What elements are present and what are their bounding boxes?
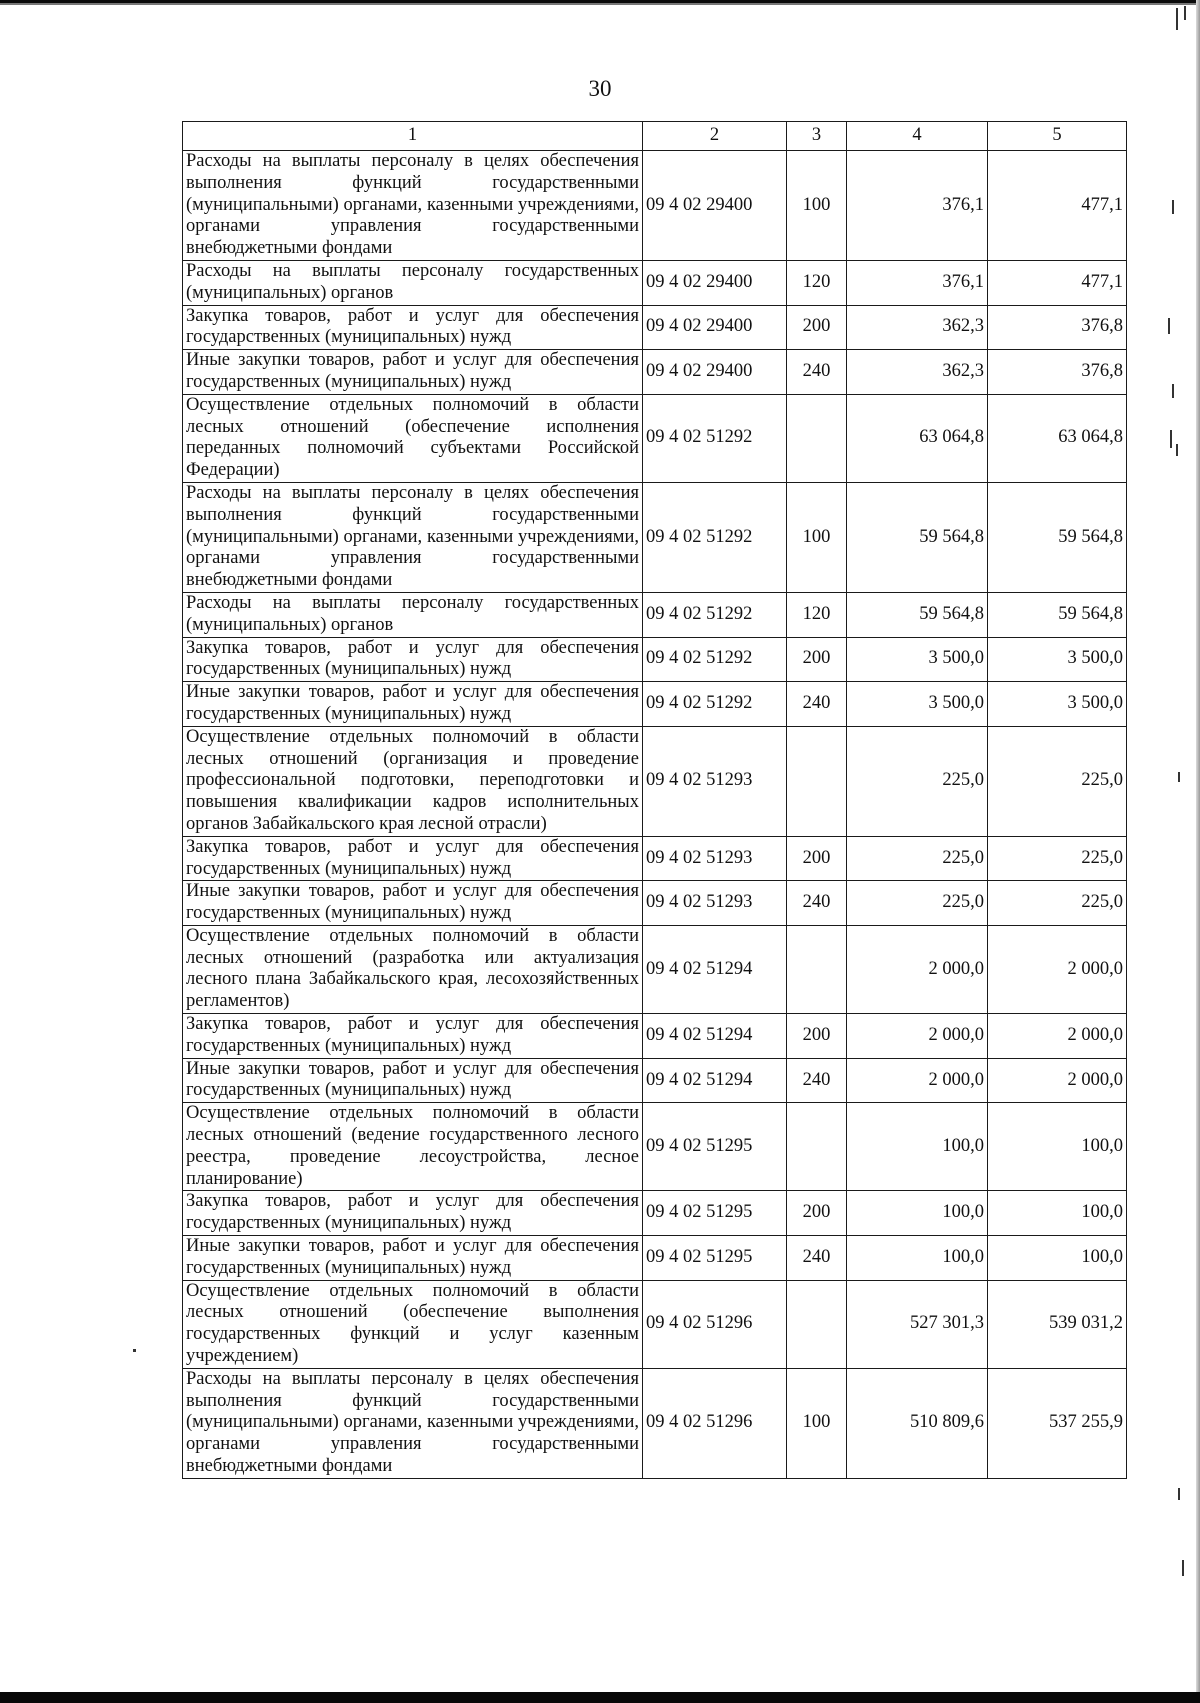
column-header: 1 (183, 122, 643, 151)
scan-speck (1184, 6, 1186, 20)
amount-column-4: 510 809,6 (847, 1368, 988, 1478)
expense-type-code: 100 (787, 482, 847, 592)
scan-speck (1172, 384, 1174, 398)
amount-column-5: 376,8 (988, 305, 1127, 350)
row-description: Осуществление отдельных полномочий в области лесных отношений (обеспечение исполнения переданных полномочий субъектами Российской Федерации) (183, 394, 643, 482)
scan-speck (1172, 200, 1174, 214)
column-header: 3 (787, 122, 847, 151)
target-article-code: 09 4 02 29400 (643, 305, 787, 350)
amount-column-4: 100,0 (847, 1191, 988, 1236)
target-article-code: 09 4 02 51293 (643, 881, 787, 926)
table-row (183, 482, 1127, 592)
target-article-code: 09 4 02 51292 (643, 682, 787, 727)
amount-column-5: 376,8 (988, 350, 1127, 395)
table-row (183, 1014, 1127, 1059)
scan-speck (1170, 430, 1172, 448)
expense-type-code (787, 726, 847, 836)
table-row (183, 726, 1127, 836)
target-article-code: 09 4 02 29400 (643, 350, 787, 395)
target-article-code: 09 4 02 29400 (643, 260, 787, 305)
row-description: Иные закупки товаров, работ и услуг для обеспечения государственных (муниципальных) нужд (183, 1058, 643, 1103)
target-article-code: 09 4 02 51295 (643, 1103, 787, 1191)
expense-type-code: 200 (787, 1191, 847, 1236)
column-header: 2 (643, 122, 787, 151)
expense-type-code: 200 (787, 305, 847, 350)
amount-column-5: 100,0 (988, 1191, 1127, 1236)
expense-type-code: 120 (787, 592, 847, 637)
expense-type-code: 200 (787, 1014, 847, 1059)
expense-type-code (787, 394, 847, 482)
amount-column-5: 2 000,0 (988, 1058, 1127, 1103)
amount-column-5: 59 564,8 (988, 592, 1127, 637)
target-article-code: 09 4 02 51293 (643, 726, 787, 836)
target-article-code: 09 4 02 51294 (643, 1058, 787, 1103)
table-row (183, 592, 1127, 637)
amount-column-4: 2 000,0 (847, 925, 988, 1013)
scan-speck (1176, 444, 1178, 456)
amount-column-4: 100,0 (847, 1103, 988, 1191)
table-body (183, 151, 1127, 1479)
amount-column-5: 3 500,0 (988, 682, 1127, 727)
amount-column-4: 59 564,8 (847, 482, 988, 592)
amount-column-5: 539 031,2 (988, 1280, 1127, 1368)
table-header-row (183, 122, 1127, 151)
amount-column-4: 59 564,8 (847, 592, 988, 637)
expense-type-code (787, 1280, 847, 1368)
amount-column-4: 225,0 (847, 881, 988, 926)
expense-type-code: 100 (787, 1368, 847, 1478)
expense-type-code: 240 (787, 682, 847, 727)
amount-column-4: 100,0 (847, 1236, 988, 1281)
amount-column-5: 477,1 (988, 260, 1127, 305)
amount-column-5: 225,0 (988, 881, 1127, 926)
amount-column-4: 2 000,0 (847, 1014, 988, 1059)
amount-column-5: 477,1 (988, 151, 1127, 261)
column-header: 4 (847, 122, 988, 151)
table-row (183, 151, 1127, 261)
amount-column-5: 100,0 (988, 1236, 1127, 1281)
target-article-code: 09 4 02 51292 (643, 482, 787, 592)
scan-speck (133, 1349, 136, 1352)
budget-table (182, 121, 1127, 1479)
expense-type-code: 240 (787, 881, 847, 926)
row-description: Закупка товаров, работ и услуг для обеспечения государственных (муниципальных) нужд (183, 637, 643, 682)
amount-column-5: 3 500,0 (988, 637, 1127, 682)
target-article-code: 09 4 02 51294 (643, 925, 787, 1013)
row-description: Иные закупки товаров, работ и услуг для обеспечения государственных (муниципальных) нужд (183, 350, 643, 395)
expense-type-code (787, 925, 847, 1013)
scan-speck (1182, 1560, 1184, 1576)
expense-type-code (787, 1103, 847, 1191)
target-article-code: 09 4 02 51296 (643, 1280, 787, 1368)
expense-type-code: 240 (787, 1058, 847, 1103)
amount-column-5: 59 564,8 (988, 482, 1127, 592)
target-article-code: 09 4 02 51296 (643, 1368, 787, 1478)
target-article-code: 09 4 02 51294 (643, 1014, 787, 1059)
row-description: Иные закупки товаров, работ и услуг для обеспечения государственных (муниципальных) нужд (183, 682, 643, 727)
row-description: Расходы на выплаты персоналу в целях обеспечения выполнения функций государственными (муниципальными) органами, казенными учреждениями, органами управления государственными внебюджетными фондами (183, 151, 643, 261)
amount-column-4: 225,0 (847, 726, 988, 836)
expense-type-code: 200 (787, 836, 847, 881)
amount-column-4: 2 000,0 (847, 1058, 988, 1103)
amount-column-5: 225,0 (988, 726, 1127, 836)
amount-column-4: 3 500,0 (847, 682, 988, 727)
row-description: Иные закупки товаров, работ и услуг для обеспечения государственных (муниципальных) нужд (183, 881, 643, 926)
column-header: 5 (988, 122, 1127, 151)
table-row (183, 1236, 1127, 1281)
expense-type-code: 200 (787, 637, 847, 682)
amount-column-4: 376,1 (847, 151, 988, 261)
table-row (183, 682, 1127, 727)
table-row (183, 260, 1127, 305)
scan-speck (1176, 8, 1178, 30)
table-row (183, 925, 1127, 1013)
row-description: Осуществление отдельных полномочий в области лесных отношений (разработка или актуализация лесного плана Забайкальского края, лесохозяйственных регламентов) (183, 925, 643, 1013)
target-article-code: 09 4 02 51295 (643, 1236, 787, 1281)
expense-type-code: 240 (787, 1236, 847, 1281)
scan-speck (1178, 772, 1180, 782)
expense-type-code: 120 (787, 260, 847, 305)
target-article-code: 09 4 02 29400 (643, 151, 787, 261)
amount-column-4: 527 301,3 (847, 1280, 988, 1368)
amount-column-5: 2 000,0 (988, 925, 1127, 1013)
expense-type-code: 240 (787, 350, 847, 395)
target-article-code: 09 4 02 51293 (643, 836, 787, 881)
page-number: 30 (588, 76, 612, 101)
expense-type-code: 100 (787, 151, 847, 261)
target-article-code: 09 4 02 51292 (643, 394, 787, 482)
table-row (183, 1280, 1127, 1368)
table-row (183, 350, 1127, 395)
table-row (183, 1103, 1127, 1191)
table-row (183, 1058, 1127, 1103)
scan-right-edge (1196, 0, 1200, 1703)
row-description: Закупка товаров, работ и услуг для обеспечения государственных (муниципальных) нужд (183, 305, 643, 350)
row-description: Закупка товаров, работ и услуг для обеспечения государственных (муниципальных) нужд (183, 1191, 643, 1236)
amount-column-5: 537 255,9 (988, 1368, 1127, 1478)
scan-bottom-edge (0, 1692, 1200, 1703)
amount-column-5: 63 064,8 (988, 394, 1127, 482)
table-row (183, 305, 1127, 350)
target-article-code: 09 4 02 51292 (643, 637, 787, 682)
amount-column-4: 376,1 (847, 260, 988, 305)
table-row (183, 836, 1127, 881)
table-row (183, 637, 1127, 682)
row-description: Расходы на выплаты персоналу государственных (муниципальных) органов (183, 260, 643, 305)
table-row (183, 394, 1127, 482)
row-description: Осуществление отдельных полномочий в области лесных отношений (ведение государственного лесного реестра, проведение лесоустройства, лесное планирование) (183, 1103, 643, 1191)
table-row (183, 881, 1127, 926)
amount-column-4: 63 064,8 (847, 394, 988, 482)
row-description: Расходы на выплаты персоналу в целях обеспечения выполнения функций государственными (муниципальными) органами, казенными учреждениями, органами управления государственными внебюджетными фондами (183, 482, 643, 592)
target-article-code: 09 4 02 51295 (643, 1191, 787, 1236)
row-description: Иные закупки товаров, работ и услуг для обеспечения государственных (муниципальных) нужд (183, 1236, 643, 1281)
scan-speck (1168, 318, 1170, 334)
amount-column-4: 225,0 (847, 836, 988, 881)
row-description: Осуществление отдельных полномочий в области лесных отношений (организация и проведение профессиональной подготовки, переподготовки и повышения квалификации кадров исполнительных органов Забайкальского края лесной отрасли) (183, 726, 643, 836)
row-description: Закупка товаров, работ и услуг для обеспечения государственных (муниципальных) нужд (183, 836, 643, 881)
amount-column-4: 362,3 (847, 305, 988, 350)
amount-column-5: 225,0 (988, 836, 1127, 881)
table-row (183, 1191, 1127, 1236)
row-description: Расходы на выплаты персоналу государственных (муниципальных) органов (183, 592, 643, 637)
amount-column-5: 100,0 (988, 1103, 1127, 1191)
table-row (183, 1368, 1127, 1478)
amount-column-4: 3 500,0 (847, 637, 988, 682)
scan-speck (1178, 1488, 1180, 1500)
amount-column-5: 2 000,0 (988, 1014, 1127, 1059)
row-description: Закупка товаров, работ и услуг для обеспечения государственных (муниципальных) нужд (183, 1014, 643, 1059)
row-description: Расходы на выплаты персоналу в целях обеспечения выполнения функций государственными (муниципальными) органами, казенными учреждениями, органами управления государственными внебюджетными фондами (183, 1368, 643, 1478)
target-article-code: 09 4 02 51292 (643, 592, 787, 637)
row-description: Осуществление отдельных полномочий в области лесных отношений (обеспечение выполнения государственных функций и услуг казенным учреждением) (183, 1280, 643, 1368)
amount-column-4: 362,3 (847, 350, 988, 395)
scan-top-edge (0, 0, 1200, 10)
